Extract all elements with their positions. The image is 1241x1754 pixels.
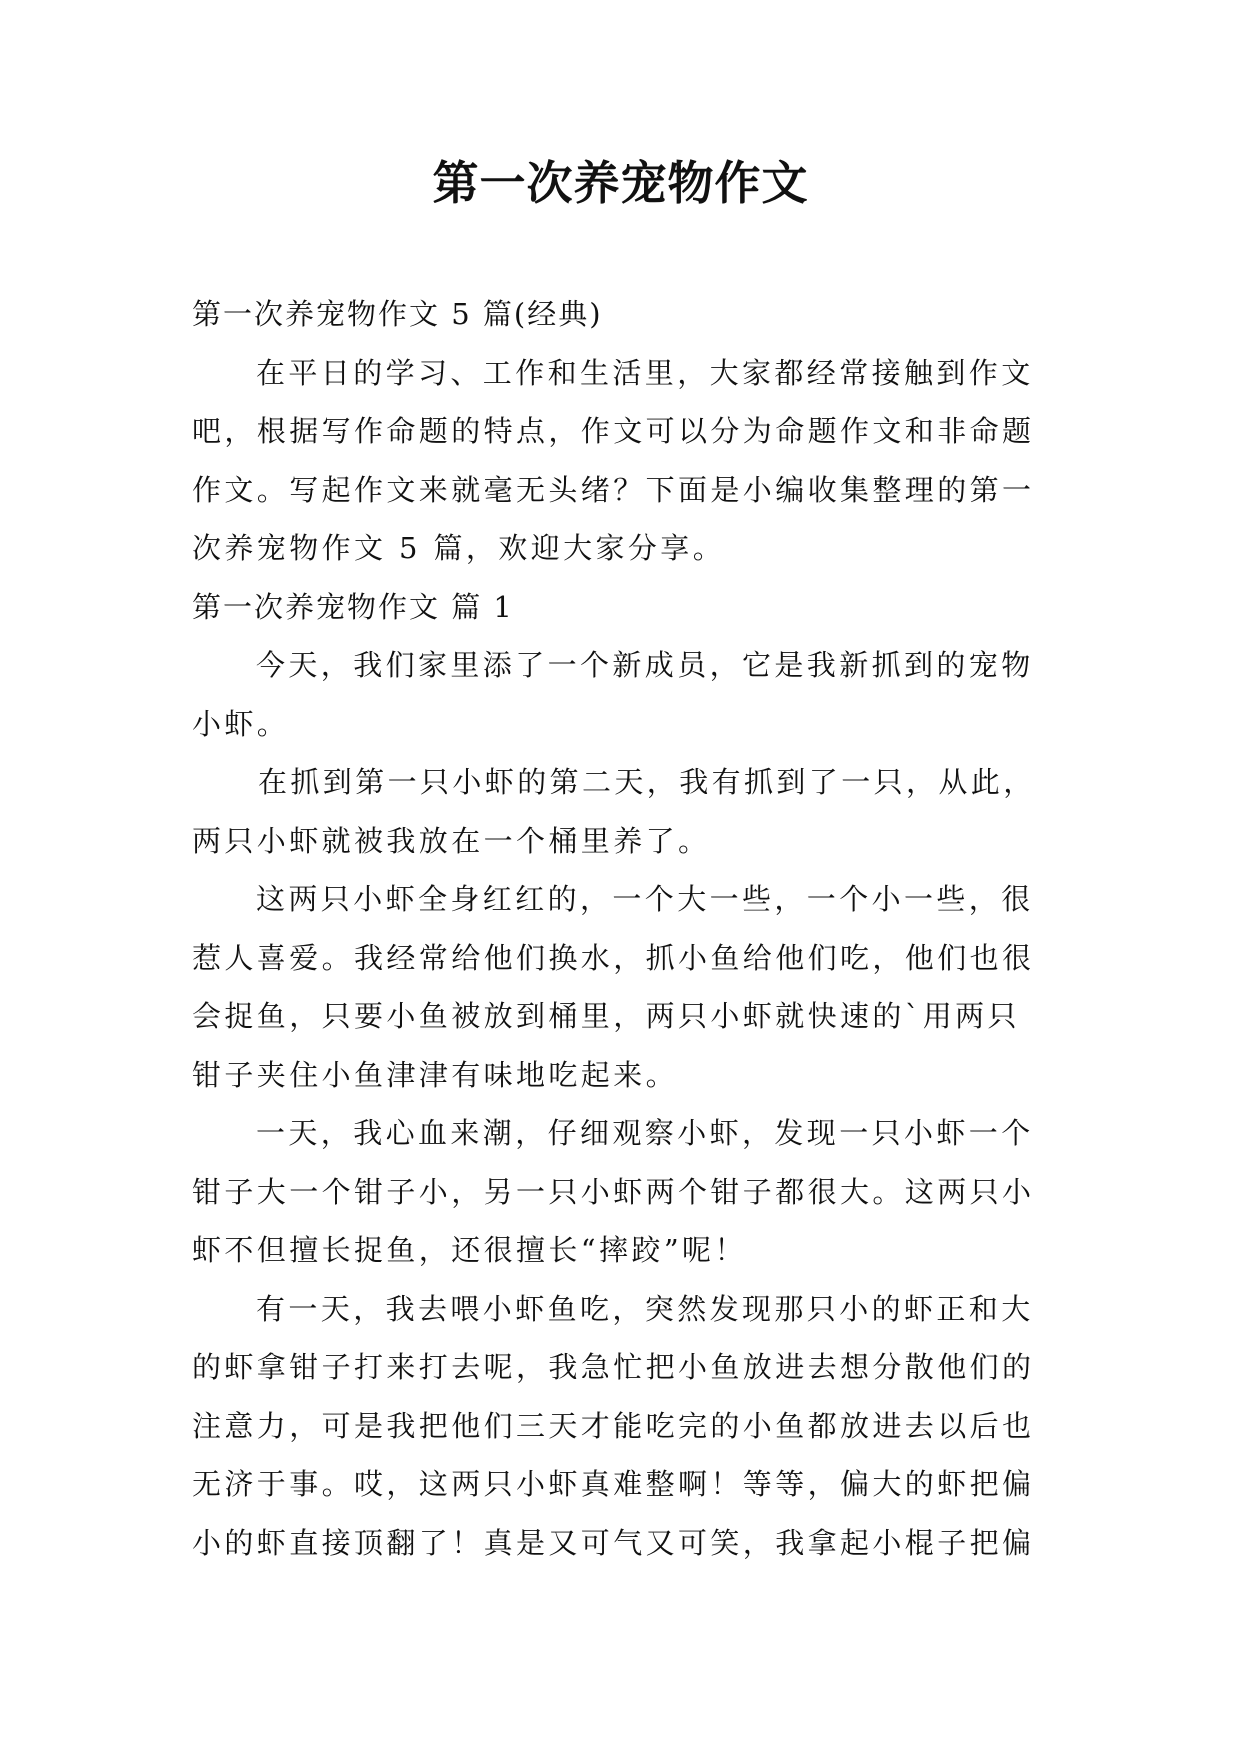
intro-paragraph (192, 344, 1068, 578)
text-line: 在抓到第一只小虾的第二天，我有抓到了一只，从此， (258, 765, 1036, 799)
text-line: 两只小虾就被我放在一个桶里养了。 (192, 823, 711, 858)
text-line: 注意力，可是我把他们三天才能吃完的小鱼都放进去以后也 (192, 1408, 1035, 1443)
text-line: 次养宠物作文 5 篇，欢迎大家分享。 (192, 531, 726, 565)
paragraph (192, 1104, 1068, 1280)
paragraph (192, 753, 1068, 870)
text-line: 虾不但擅长捉鱼，还很擅长“摔跤”呢！ (192, 1233, 747, 1267)
subtitle-line: 第一次养宠物作文 5 篇(经典) (192, 297, 603, 331)
text-line: 小的虾直接顶翻了！真是又可气又可笑，我拿起小棍子把偏 (192, 1525, 1035, 1560)
text-line: 会捉鱼，只要小鱼被放到桶里，两只小虾就快速的`用两只 (192, 999, 1020, 1033)
text-line: 的虾拿钳子打来打去呢，我急忙把小鱼放进去想分散他们的 (192, 1350, 1035, 1384)
text-line: 无济于事。哎，这两只小虾真难整啊！等等，偏大的虾把偏 (192, 1467, 1035, 1501)
text-line: 惹人喜爱。我经常给他们换水，抓小鱼给他们吃，他们也很 (192, 940, 1035, 975)
text-line: 作文。写起作文来就毫无头绪？下面是小编收集整理的第一 (192, 472, 1035, 507)
text-line: 小虾。 (192, 706, 290, 741)
text-line: 钳子大一个钳子小，另一只小虾两个钳子都很大。这两只小 (192, 1174, 1035, 1209)
document-title: 第一次养宠物作文 (432, 156, 809, 210)
document-body (192, 285, 1068, 1572)
text-line: 有一天，我去喂小虾鱼吃，突然发现那只小的虾正和大 (256, 1291, 1034, 1326)
section-heading: 第一次养宠物作文 篇 1 (192, 589, 514, 624)
paragraph (192, 870, 1068, 1104)
text-line: 在平日的学习、工作和生活里，大家都经常接触到作文 (256, 355, 1034, 390)
text-line: 吧，根据写作命题的特点，作文可以分为命题作文和非命题 (192, 414, 1035, 448)
text-line: 今天，我们家里添了一个新成员，它是我新抓到的宠物 (256, 648, 1034, 682)
text-line: 一天，我心血来潮，仔细观察小虾，发现一只小虾一个 (256, 1116, 1034, 1150)
text-line: 钳子夹住小鱼津津有味地吃起来。 (192, 1057, 679, 1092)
text-line: 这两只小虾全身红红的，一个大一些，一个小一些，很 (256, 882, 1034, 916)
paragraph (192, 1280, 1068, 1573)
paragraph (192, 636, 1068, 753)
